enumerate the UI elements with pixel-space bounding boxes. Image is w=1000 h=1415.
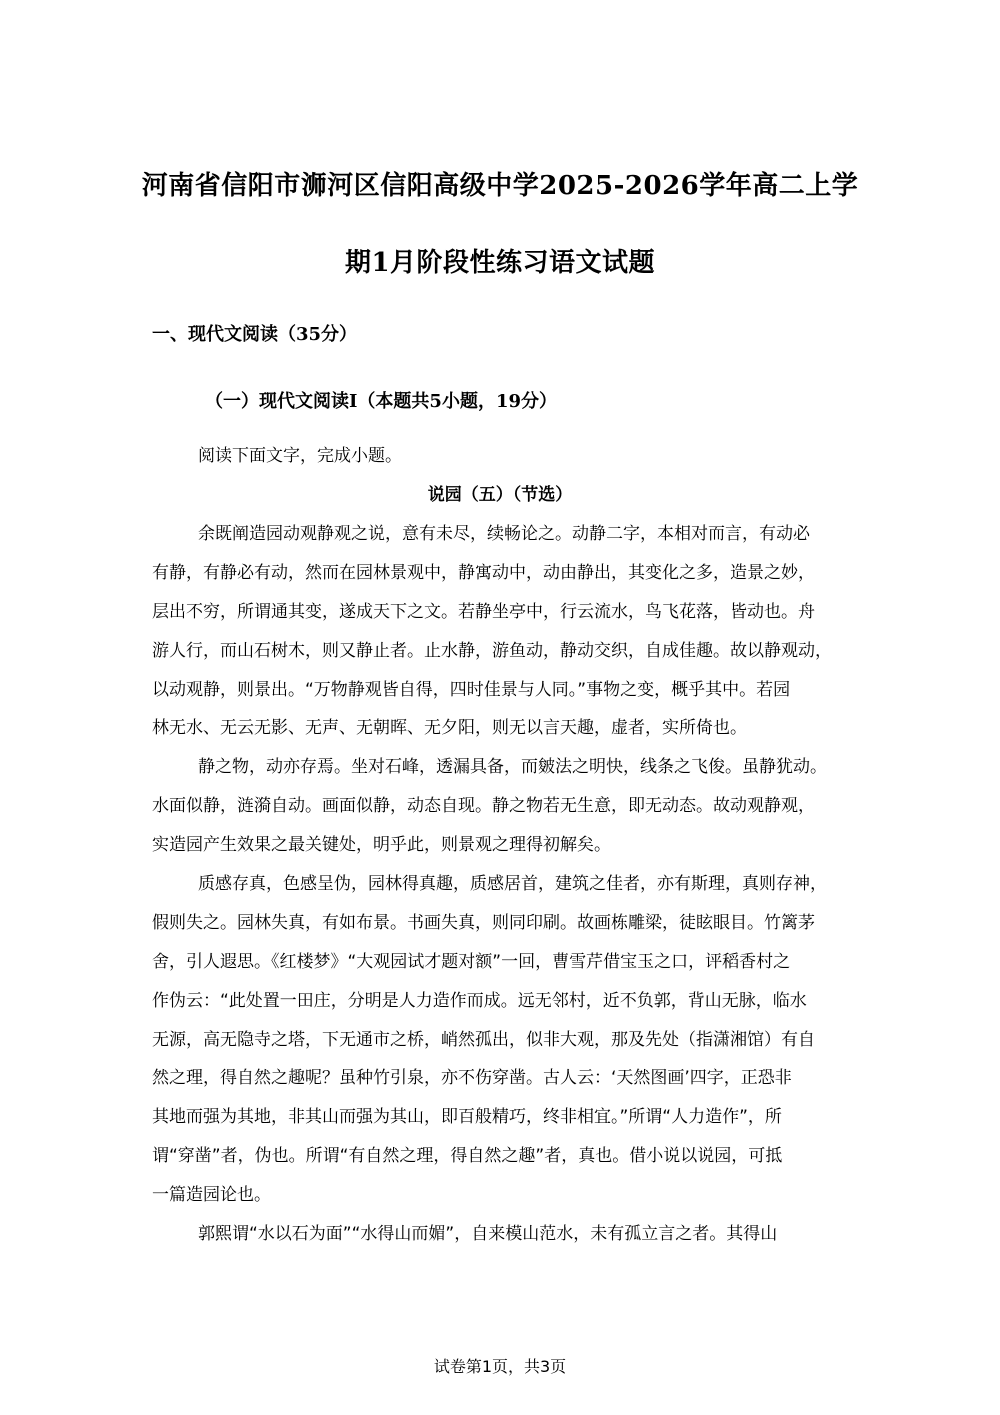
paragraph-4-line: 郭熙谓“水以石为面”“水得山而媚”，自来模山范水，未有孤立言之者。其得山	[198, 1224, 778, 1245]
paragraph-1-line: 层出不穷，所谓通其变，遂成天下之文。若静坐亭中，行云流水，鸟飞花落，皆动也。舟	[152, 601, 815, 622]
paragraph-1-line: 有静，有静必有动，然而在园林景观中，静寓动中，动由静出，其变化之多，造景之妙，	[152, 562, 815, 583]
paragraph-2-line: 实造园产生效果之最关键处，明乎此，则景观之理得初解矣。	[152, 835, 611, 856]
paragraph-1-line: 游人行，而山石树木，则又静止者。止水静，游鱼动，静动交织，自成佳趣。故以静观动，	[152, 640, 832, 661]
article-title: 说园（五）（节选）	[427, 485, 573, 505]
paragraph-3-line: 无源，高无隐寺之塔，下无通市之桥，峭然孤出，似非大观，那及先处（指潇湘馆）有自	[152, 1029, 815, 1050]
reading-instruction: 阅读下面文字，完成小题。	[198, 446, 402, 466]
subsection-heading: （一）现代文阅读I（本题共5小题，19分）	[205, 391, 557, 412]
paragraph-3-line: 谓“穿凿”者，伪也。所谓“有自然之理，得自然之趣”者，真也。借小说以说园，可抵	[152, 1146, 783, 1167]
paragraph-3-line: 质感存真，色感呈伪，园林得真趣，质感居首，建筑之佳者，亦有斯理，真则存神，	[198, 874, 827, 895]
exam-title-line-2: 期1月阶段性练习语文试题	[344, 248, 656, 278]
paragraph-1-line: 以动观静，则景出。“万物静观皆自得，四时佳景与人同。”事物之变，概乎其中。若园	[152, 679, 791, 700]
section-heading: 一、现代文阅读（35分）	[152, 324, 358, 345]
paragraph-3-line: 假则失之。园林失真，有如布景。书画失真，则同印刷。故画栋雕梁，徒眩眼目。竹篱茅	[152, 912, 815, 933]
paragraph-3-line: 其地而强为其地，非其山而强为其山，即百般精巧，终非相宜。”所谓“人力造作”，所	[152, 1107, 782, 1128]
paragraph-2-line: 静之物，动亦存焉。坐对石峰，透漏具备，而皴法之明快，线条之飞俊。虽静犹动。	[198, 757, 827, 778]
paragraph-2-line: 水面似静，涟漪自动。画面似静，动态自现。静之物若无生意，即无动态。故动观静观，	[152, 796, 815, 817]
paragraph-3-line: 舍，引人遐思。《红楼梦》“大观园试才题对额”一回，曹雪芹借宝玉之口，评稻香村之	[152, 951, 791, 972]
exam-title-line-1: 河南省信阳市浉河区信阳高级中学2025-2026学年高二上学	[141, 171, 859, 201]
article-body	[152, 519, 852, 1258]
page-footer: 试卷第1页，共3页	[433, 1357, 567, 1376]
paragraph-1-line: 林无水、无云无影、无声、无朝晖、无夕阳，则无以言天趣，虚者，实所倚也。	[152, 718, 747, 739]
paragraph-1-line: 余既阐造园动观静观之说，意有未尽，续畅论之。动静二字，本相对而言，有动必	[198, 524, 810, 544]
paragraph-3-line: 一篇造园论也。	[152, 1185, 271, 1206]
paragraph-3-line: 作伪云：“此处置一田庄，分明是人力造作而成。远无邻村，近不负郭，背山无脉，临水	[152, 990, 807, 1011]
paragraph-3-line: 然之理，得自然之趣呢？虽种竹引泉，亦不伤穿凿。古人云：‘天然图画’四字，正恐非	[152, 1068, 792, 1089]
